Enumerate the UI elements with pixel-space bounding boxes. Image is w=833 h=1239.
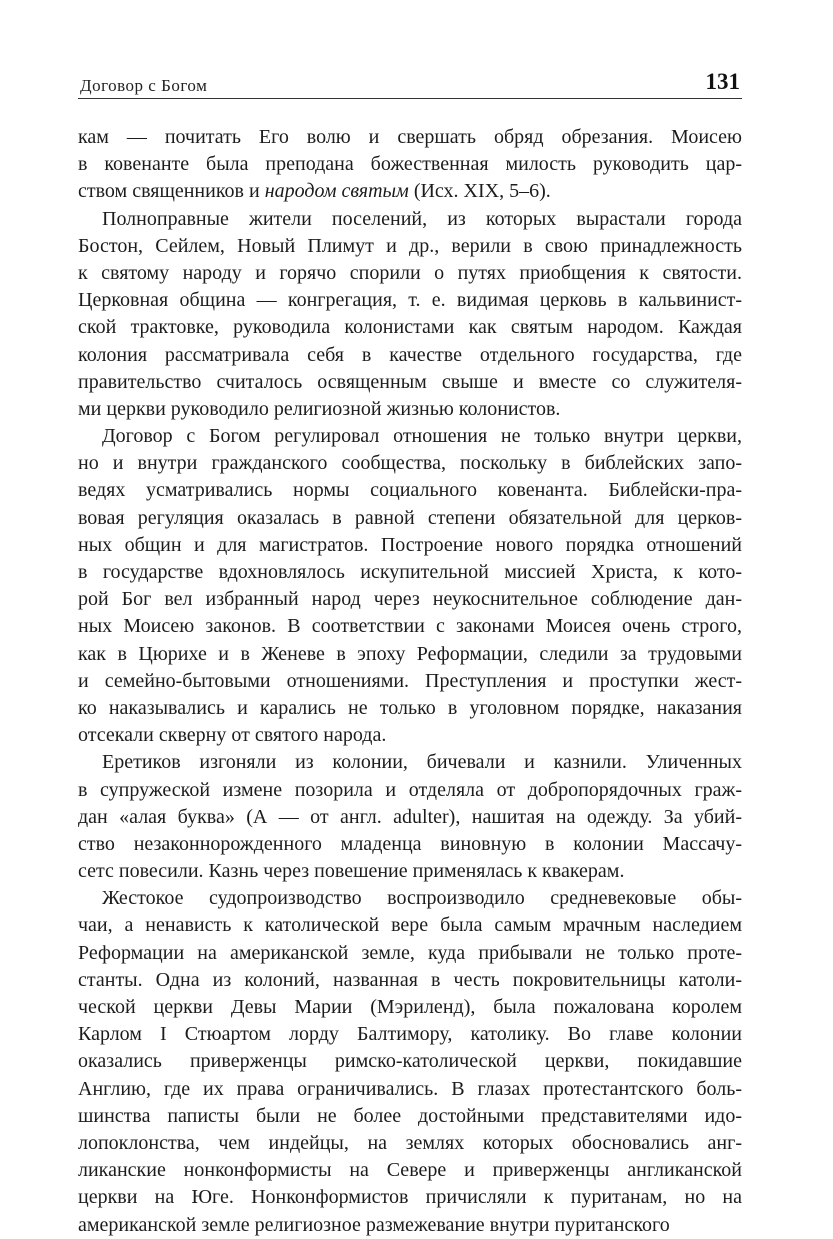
text-line: ством священников и народом святым (Исх. XIX, 5–6).	[78, 180, 551, 203]
text-line: Бостон, Сейлем, Новый Плимут и др., верили в свою принадлежность	[78, 234, 742, 257]
text-line: Карлом I Стюартом лорду Балтимору, католику. Во главе колонии	[78, 1023, 742, 1046]
text-line: станты. Одна из колоний, названная в честь покровительницы католи-	[78, 968, 742, 991]
paragraph	[78, 124, 742, 206]
paragraph	[78, 423, 742, 749]
italic-phrase: народом святым	[264, 180, 409, 203]
page-number: 131	[705, 69, 740, 94]
text-line: ных общин и для магистратов. Построение нового порядка отношений	[78, 533, 742, 556]
text-line: Еретиков изгоняли из колонии, бичевали и казнили. Уличенных	[102, 751, 742, 774]
text-line: Реформации на американской земле, куда прибывали не только проте-	[78, 941, 742, 964]
header-rule	[78, 98, 742, 99]
text-line: вовая регуляция оказалась в равной степени обязательной для церков-	[78, 506, 742, 529]
text-line: сетс повесили. Казнь через повешение применялась к квакерам.	[78, 860, 625, 883]
text-line: ской трактовке, руководила колонистами как святым народом. Каждая	[78, 316, 742, 339]
text-line: Полноправные жители поселений, из которых вырастали города	[102, 207, 742, 230]
text-line: и семейно-бытовыми отношениями. Преступления и проступки жест-	[78, 669, 742, 692]
text-line: отсекали скверну от святого народа.	[78, 724, 387, 747]
text-line: к святому народу и горячо спорили о путях приобщения к святости.	[78, 261, 742, 284]
text-line: рой Бог вел избранный народ через неукоснительное соблюдение дан-	[78, 588, 742, 611]
body-text	[78, 124, 742, 1239]
text-line: ство незаконнорожденного младенца виновную в колонии Массачу-	[78, 832, 742, 855]
text-line: колония рассматривала себя в качестве отдельного государства, где	[78, 343, 742, 366]
text-line: церкви на Юге. Нонконформистов причисляли к пуританам, но на	[78, 1186, 742, 1209]
text-line: в супружеской измене позорила и отделяла от добропорядочных граж-	[78, 778, 742, 801]
text-line: правительство считалось освященным свыше и вместе со служителя-	[78, 370, 742, 393]
text-line: дан «алая буква» (А — от англ. adulter), нашитая на одежду. За убий-	[78, 805, 742, 828]
text-line: ликанские нонконформисты на Севере и приверженцы англиканской	[78, 1159, 742, 1182]
text-line: но и внутри гражданского сообщества, поскольку в библейских запо-	[78, 452, 742, 475]
text-line: ведях усматривались нормы социального ковенанта. Библейски-пра-	[78, 479, 742, 502]
running-head	[78, 70, 742, 96]
text-line: ных Моисею законов. В соответствии с законами Моисея очень строго,	[78, 615, 742, 638]
paragraph	[78, 206, 742, 424]
running-title: Договор с Богом	[80, 76, 208, 95]
paragraph	[78, 749, 742, 885]
text-line: оказались приверженцы римско-католической церкви, покидавшие	[78, 1050, 742, 1073]
text-line: американской земле религиозное размежевание внутри пуританского	[78, 1213, 670, 1236]
text-line: шинства паписты были не более достойными представителями идо-	[78, 1104, 742, 1127]
text-line: кам — почитать Его волю и свершать обряд обрезания. Моисею	[78, 126, 742, 148]
text-line: ко наказывались и карались не только в уголовном порядке, наказания	[78, 696, 742, 719]
text-line: чаи, а ненависть к католической вере была самым мрачным наследием	[78, 914, 742, 937]
text-line: ми церкви руководило религиозной жизнью колонистов.	[78, 397, 561, 420]
text-line: лопоклонства, чем индейцы, на землях которых обосновались анг-	[78, 1131, 742, 1154]
text-line: Жестокое судопроизводство воспроизводило средневековые обы-	[102, 887, 742, 910]
text-line: Церковная община — конгрегация, т. е. видимая церковь в кальвинист-	[78, 289, 742, 312]
text-line: Англию, где их права ограничивались. В глазах протестантского боль-	[78, 1077, 742, 1100]
text-line: как в Цюрихе и в Женеве в эпоху Реформации, следили за трудовыми	[78, 642, 742, 665]
text-line: в ковенанте была преподана божественная милость руководить цар-	[78, 153, 742, 176]
text-line: Договор с Богом регулировал отношения не только внутри церкви,	[102, 425, 742, 448]
paragraph	[78, 885, 742, 1238]
text-line: в государстве вдохновлялось искупительной миссией Христа, к кото-	[78, 561, 742, 583]
text-line: ческой церкви Девы Марии (Мэриленд), была пожалована королем	[78, 996, 742, 1018]
